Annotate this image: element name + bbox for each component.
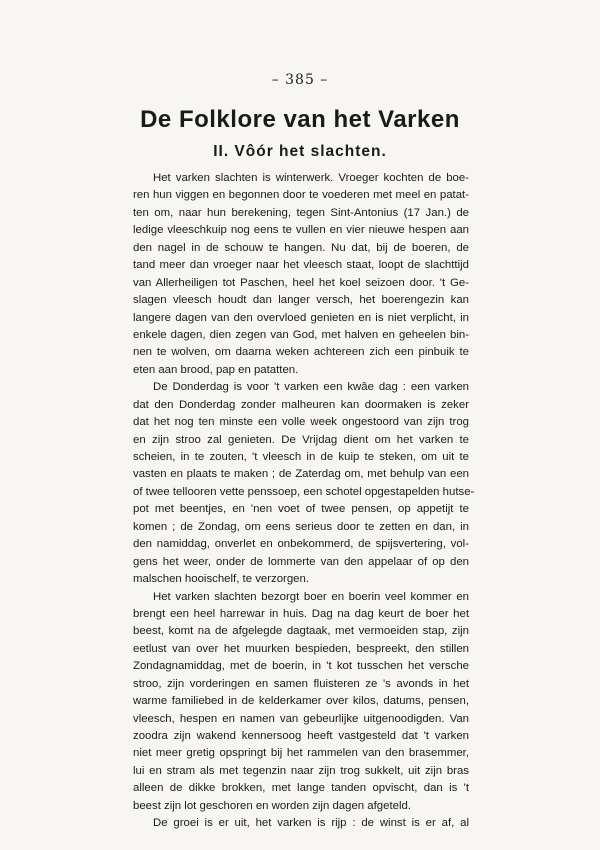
paragraph xyxy=(133,815,469,832)
text-line: langere dagen van den overvloed genieten en is niet verplicht, in xyxy=(133,311,469,324)
text-line: ren hun viggen en begonnen door te voederen met meel en patat- xyxy=(133,189,469,202)
text-line: malschen hooischelf, te verzorgen. xyxy=(133,573,310,586)
page-number: – 385 – xyxy=(271,72,329,88)
text-line: gens het weer, onder de lommerte van den appelaar of op den xyxy=(133,555,469,568)
text-line: stroo, zijn vorderingen en samen fluisteren ze 's avonds in het xyxy=(133,677,469,690)
text-line: beest zijn lot geschoren en worden zijn dagen afgeteld. xyxy=(133,799,411,812)
text-line: komen ; de Zondag, om eens serieus door te zetten en dan, in xyxy=(133,520,469,533)
text-line: enkele dagen, dien zegen van God, met halven en geheelen bin- xyxy=(133,328,469,341)
text-line: De Donderdag is voor 't varken een kwâe dag : een varken xyxy=(153,381,469,394)
text-line: en zijn stroo zal genieten. De Vrijdag dient om het varken te xyxy=(133,433,469,446)
text-line: of twee tellooren vette penssoep, een schotel opgestapelden hutse- xyxy=(133,485,475,498)
text-line: nen te wolven, om daarna weken achtereen zich een pinbuik te xyxy=(133,346,469,359)
text-line: dat het nog ten minste een volle week ongestoord van zijn trog xyxy=(133,416,469,429)
text-line: niet meer gretig opspringt bij het rammelen van den brasemmer, xyxy=(133,747,469,760)
paragraph xyxy=(133,170,469,379)
text-line: dat den Donderdag zonder malheuren kan doormaken is zeker xyxy=(133,398,469,411)
text-line: brengt een heel harrewar in huis. Dag na dag keurt de boer het xyxy=(133,607,469,620)
text-line: den nagel in de schouw te hangen. Nu dat, bij de boeren, de xyxy=(133,241,469,254)
text-line: ledige vleeschkuip nog eens te vullen en vier nieuwe hespen aan xyxy=(133,224,469,237)
paragraph xyxy=(133,379,475,588)
text-line: alleen de dikke brokken, met lange tanden opvischt, dan is 't xyxy=(133,782,469,795)
text-line: tand meer dan vroeger naar het vleesch staat, loopt de slachttijd xyxy=(133,259,469,272)
text-line: pot met beentjes, en 'nen voet of twee pensen, op appetijt te xyxy=(133,503,469,516)
text-line: beest, komt na de afgelegde dagtaak, met vermoeiden stap, zijn xyxy=(133,625,469,638)
text-line: zoodra zijn wakend kennersoog heeft vastgesteld dat 't varken xyxy=(133,730,469,742)
text-line: De groei is er uit, het varken is rijp : de winst is er af, al xyxy=(153,817,469,830)
section-subtitle: II. Vôór het slachten. xyxy=(213,143,387,160)
text-line: Zondagnamiddag, met de boerin, in 't kot tusschen het versche xyxy=(133,660,469,673)
chapter-title: De Folklore van het Varken xyxy=(140,106,460,133)
text-line: van Allerheiligen tot Paschen, heel het koel seizoen door. 't Ge- xyxy=(133,276,469,289)
text-line: eetlust van over het muurken bespieden, bespreekt, den stillen xyxy=(133,642,469,655)
paragraph xyxy=(133,589,469,816)
text-line: eten aan brood, pap en patatten. xyxy=(133,363,299,376)
text-line: lui en stram als met tegenzin naar zijn trog sukkelt, uit zijn bras xyxy=(133,764,469,777)
text-line: ten om, naar hun berekening, tegen Sint-Antonius (17 Jan.) de xyxy=(133,206,469,219)
text-line: scheien, in te zouten, 't vleesch in de kuip te steken, om uit te xyxy=(133,451,469,463)
text-line: vasten en plaats te maken ; de Zaterdag om, met behulp van een xyxy=(133,468,469,481)
text-line: slagen vleesch houdt dan langer versch, het boerengezin kan xyxy=(133,294,469,307)
text-line: Het varken slachten is winterwerk. Vroeger kochten de boe- xyxy=(153,172,469,184)
text-line: vleesch, hespen en namen van gebeurlijke uitgenoodigden. Van xyxy=(133,712,469,725)
text-line: den namiddag, onverlet en onbekommerd, de spijsvertering, vol- xyxy=(133,538,469,551)
text-line: warme familiebed in de kelderkamer over kilos, datums, pensen, xyxy=(133,695,469,708)
text-line: Het varken slachten bezorgt boer en boerin veel kommer en xyxy=(153,590,469,603)
body-text xyxy=(133,170,475,833)
